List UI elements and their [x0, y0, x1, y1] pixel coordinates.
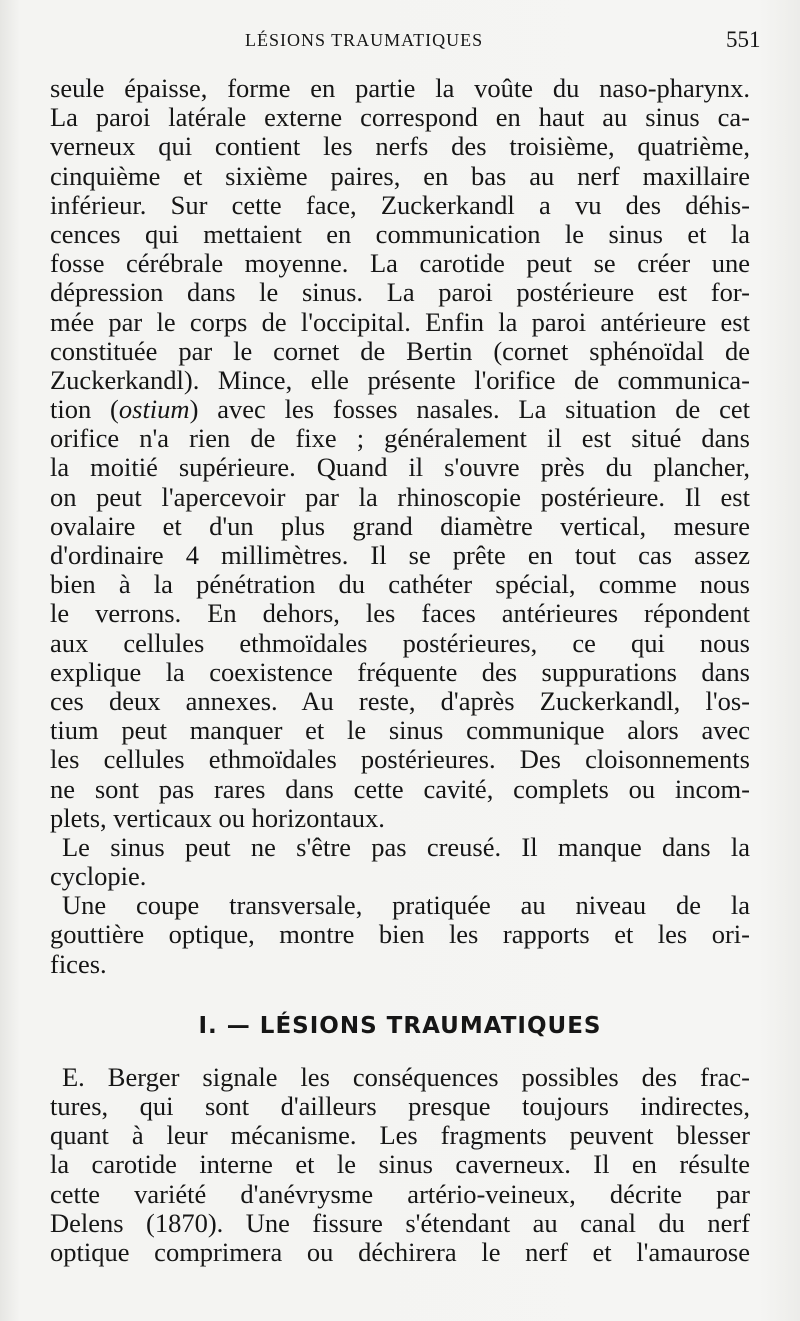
text-line: seule épaisse, forme en partie la voûte du naso-pharynx.	[50, 73, 750, 103]
text-line-ostium	[50, 395, 750, 424]
text-line: ne sont pas rares dans cette cavité, complets ou incom-	[50, 773, 750, 804]
text-line: orifice n'a rien de fixe ; généralement il est situé dans	[50, 423, 750, 454]
text-line: cette variété d'anévrysme artério-veineux, décrite par	[50, 1178, 750, 1209]
text-line: fosse cérébrale moyenne. La carotide peut se créer une	[50, 248, 750, 279]
text-line: Delens (1870). Une fissure s'étendant au canal du nerf	[50, 1207, 750, 1238]
text-line: explique la coexistence fréquente des suppurations dans	[50, 656, 750, 687]
text-line: cyclopie.	[50, 861, 147, 892]
paragraph-berger	[50, 1063, 750, 1267]
text-line: quant à leur mécanisme. Les fragments peuvent blesser	[50, 1120, 750, 1151]
text-line: aux cellules ethmoïdales postérieures, ce qui nous	[50, 627, 750, 658]
text-line: ovalaire et d'un plus grand diamètre vertical, mesure	[50, 510, 750, 541]
text-line: Le sinus peut ne s'être pas creusé. Il manque dans la	[62, 831, 750, 862]
text-line: tium peut manquer et le sinus communique alors avec	[50, 715, 750, 746]
text-segment: ) avec les fosses nasales. La situation de cet	[189, 394, 750, 425]
section-heading: I. — LÉSIONS TRAUMATIQUES	[198, 1012, 602, 1039]
running-title: LÉSIONS TRAUMATIQUES	[245, 30, 484, 50]
text-line: optique comprimera ou déchirera le nerf et l'amaurose	[50, 1236, 750, 1267]
text-line: on peut l'apercevoir par la rhinoscopie postérieure. Il est	[50, 481, 750, 512]
text-line: cences qui mettaient en communication le sinus et la	[50, 218, 750, 249]
text-line: Zuckerkandl). Mince, elle présente l'orifice de communica-	[50, 364, 750, 395]
paragraph-cyclopie	[50, 833, 750, 891]
text-line: d'ordinaire 4 millimètres. Il se prête en tout cas assez	[50, 540, 750, 570]
text-line: La paroi latérale externe correspond en haut au sinus ca-	[50, 102, 750, 133]
text-line: la moitié supérieure. Quand il s'ouvre près du plancher,	[50, 452, 750, 483]
text-line: mée par le corps de l'occipital. Enfin la paroi antérieure est	[50, 306, 750, 337]
text-line: dépression dans le sinus. La paroi postérieure est for-	[50, 277, 750, 308]
text-line: tures, qui sont d'ailleurs presque toujours indirectes,	[50, 1091, 750, 1121]
text-line: bien à la pénétration du cathéter spécial, comme nous	[50, 569, 750, 600]
text-line: ces deux annexes. Au reste, d'après Zuckerkandl, l'os-	[50, 685, 750, 716]
text-line: verneux qui contient les nerfs des troisième, quatrième,	[50, 131, 750, 162]
text-line: la carotide interne et le sinus caverneux. Il en résulte	[50, 1149, 750, 1180]
text-line: le verrons. En dehors, les faces antérieures répondent	[50, 598, 750, 629]
running-header	[0, 27, 800, 60]
body-text	[50, 74, 750, 1267]
text-line: Une coupe transversale, pratiquée au niveau de la	[62, 890, 750, 921]
text-line: constituée par le cornet de Bertin (cornet sphénoïdal de	[50, 335, 750, 366]
text-segment: tion (	[50, 394, 119, 425]
text-line: plets, verticaux ou horizontaux.	[50, 802, 385, 833]
ostium-term: ostium	[118, 394, 190, 425]
text-line: fices.	[50, 948, 107, 979]
text-line: gouttière optique, montre bien les rapports et les ori-	[50, 919, 750, 950]
text-line: les cellules ethmoïdales postérieures. Des cloisonnements	[50, 744, 750, 775]
paragraph-sphenoid-walls	[50, 74, 750, 833]
text-line: inférieur. Sur cette face, Zuckerkandl a vu des déhis-	[50, 189, 750, 220]
paragraph-coupe	[50, 891, 750, 979]
text-line: E. Berger signale les conséquences possibles des frac-	[62, 1061, 750, 1092]
page-number: 551	[726, 27, 761, 52]
text-line: cinquième et sixième paires, en bas au nerf maxillaire	[50, 160, 750, 191]
